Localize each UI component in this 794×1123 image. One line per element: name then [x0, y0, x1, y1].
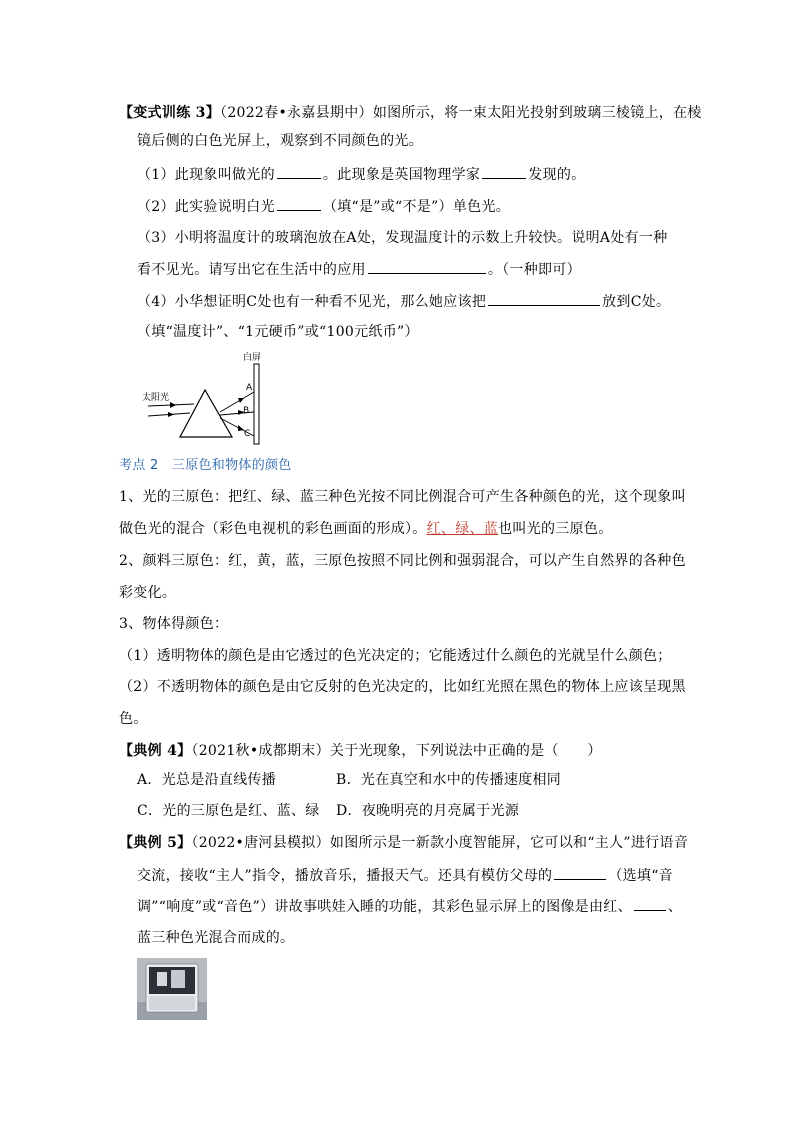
ex3-q4-blank[interactable]	[488, 291, 600, 306]
ex5-line2	[137, 865, 673, 886]
ex3-q1-blank-1[interactable]	[277, 164, 321, 179]
white-screen	[254, 364, 259, 444]
ex4-question: 关于光现象，下列说法中正确的是（ ）	[329, 743, 602, 759]
kp2-p3: 3、物体得颜色：	[119, 616, 229, 632]
ex3-source: （2022春•永嘉县期中）	[220, 105, 373, 121]
ex5-source: （2022•唐河县模拟）	[191, 835, 330, 851]
ex3-q4-line2: （填“温度计”、“1元硬币”或“100元纸币”）	[137, 324, 419, 340]
ex3-q1-text-c: 发现的。	[528, 167, 586, 183]
kp2-p1-highlight: 红、绿、蓝	[426, 521, 499, 537]
ex3-q4-text-a: （4）小华想证明C处也有一种看不见光，那么她应该把	[137, 294, 487, 310]
ex5-blank-2[interactable]	[634, 896, 666, 911]
ex3-q2-text-b: （填“是”或“不是”）单色光。	[322, 199, 511, 215]
ex4-option-a[interactable]: A．光总是沿直线传播	[137, 772, 277, 788]
ex3-q1-text-a: （1）此现象叫做光的	[137, 167, 275, 183]
label-b: B	[243, 406, 250, 416]
arrow-2	[168, 412, 174, 417]
ex3-q4-line1	[137, 291, 670, 312]
screen-label: 白屏	[243, 353, 262, 363]
kp2-p2-line2: 彩变化。	[119, 585, 177, 601]
ex3-q3-line2	[137, 259, 581, 280]
label-a: A	[246, 383, 253, 393]
ex4-option-d[interactable]: D．夜晚明亮的月亮属于光源	[336, 803, 520, 819]
ex5-stem-1: 如图所示是一新款小度智能屏，它可以和“主人”进行语音	[329, 835, 689, 851]
ex3-q3-blank[interactable]	[368, 259, 486, 274]
ex4-tag: 【典例 4】	[119, 743, 192, 759]
ex4-stem	[119, 741, 602, 761]
ex3-stem-1: 如图所示，将一束太阳光投射到玻璃三棱镜上，在棱	[372, 105, 702, 121]
ex3-line1	[119, 103, 702, 123]
kp2-p5-line2: 色。	[119, 711, 148, 727]
kp2-p1-text-b: 做色光的混合（彩色电视机的彩色画面的形成）。	[119, 521, 427, 537]
arrow-1	[170, 402, 176, 408]
ex4-source: （2021秋•成都期末）	[191, 743, 330, 759]
ex3-q2-blank[interactable]	[277, 196, 321, 211]
ex3-q4-text-b: 放到C处。	[602, 294, 671, 310]
speaker-grille	[149, 996, 195, 1010]
ex5-line3	[137, 896, 682, 917]
ex3-q1-text-b: 。此现象是英国物理学家	[322, 167, 481, 183]
ex3-q3-text-c: 。（一种即可）	[487, 262, 581, 278]
ex5-text-2a: 交流，接收“主人”指令，播放音乐，播报天气。还具有模仿父母的	[137, 868, 553, 884]
label-c: C	[244, 429, 251, 439]
ex3-line2: 镜后侧的白色光屏上，观察到不同颜色的光。	[137, 133, 423, 149]
kp2-p2-line1: 2、颜料三原色：红，黄，蓝，三原色按照不同比例和强弱混合，可以产生自然界的各种色	[119, 553, 686, 569]
kp2-p1-line2	[119, 519, 613, 539]
ex5-line4: 蓝三种色光混合而成的。	[137, 930, 295, 946]
ex4-option-b[interactable]: B．光在真空和水中的传播速度相同	[336, 772, 562, 788]
ex5-text-3a: 调”“响度”或“音色”）讲故事哄娃入睡的功能，其彩色显示屏上的图像是由红、	[137, 899, 632, 915]
screen-figure-1	[157, 972, 167, 986]
kp2-p4: （1）透明物体的颜色是由它透过的色光决定的；它能透过什么颜色的光就呈什么颜色；	[119, 648, 672, 664]
ex3-q2	[137, 196, 510, 217]
ex5-text-3b: 、	[667, 899, 683, 915]
sun-label: 太阳光	[142, 393, 170, 403]
ex4-option-c[interactable]: C．光的三原色是红、蓝、绿	[137, 803, 320, 819]
ex5-text-2b: （选填“音	[608, 868, 673, 884]
kp2-p5-line1: （2）不透明物体的颜色是由它反射的色光决定的，比如红光照在黑色的物体上应该呈现黑	[119, 679, 686, 695]
ex3-q2-text-a: （2）此实验说明白光	[137, 199, 275, 215]
kp2-heading: 考点 2 三原色和物体的颜色	[119, 458, 292, 473]
ex3-q3-line1: （3）小明将温度计的玻璃泡放在A处，发现温度计的示数上升较快。说明A处有一种	[137, 230, 668, 246]
smart-display-image	[137, 958, 207, 1020]
ex3-q1-blank-2[interactable]	[482, 164, 526, 179]
ex3-tag: 【变式训练 3】	[119, 105, 221, 121]
ex5-blank-1[interactable]	[554, 865, 606, 880]
kp2-p1-text-c: 也叫光的三原色。	[498, 521, 613, 537]
kp2-p1-line1: 1、光的三原色：把红、绿、蓝三种色光按不同比例混合可产生各种颜色的光，这个现象叫	[119, 489, 686, 505]
ex5-tag: 【典例 5】	[119, 835, 192, 851]
prism-figure	[140, 350, 270, 450]
ex3-q1	[137, 164, 585, 185]
ex3-q3-text-b: 看不见光。请写出它在生活中的应用	[137, 262, 366, 278]
screen-figure-2	[171, 970, 185, 988]
ex5-line1	[119, 833, 688, 853]
